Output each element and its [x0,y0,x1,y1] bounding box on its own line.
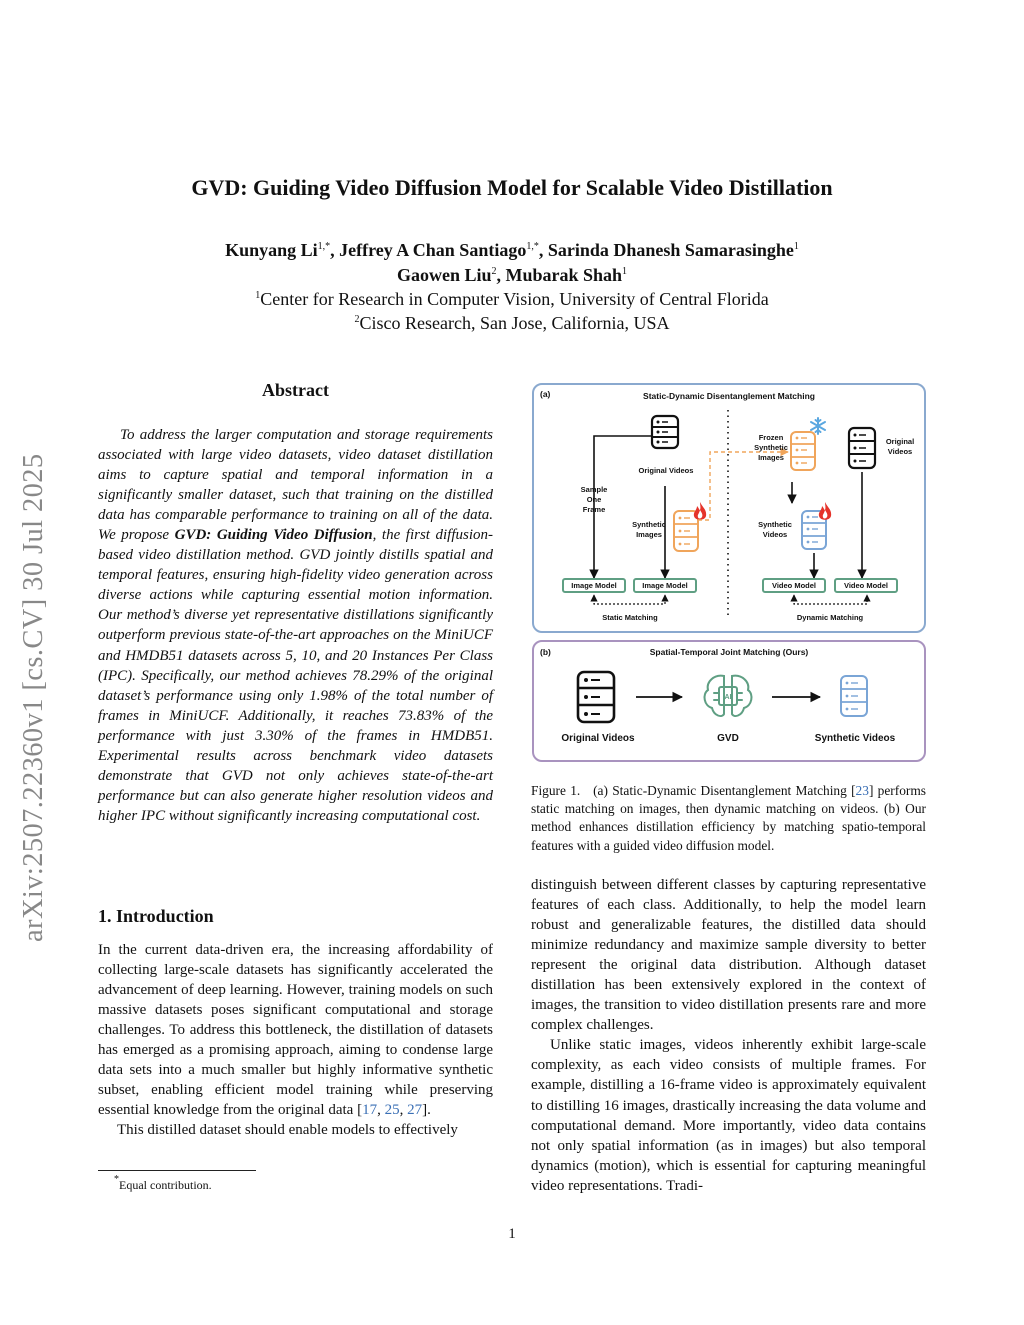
footnote-text: Equal contribution. [119,1178,212,1192]
page-number: 1 [508,1226,516,1242]
author-sup: 2 [491,266,497,277]
panel-a-title: Static-Dynamic Disentanglement Matching [643,391,815,401]
author-name: Gaowen Liu [396,265,492,285]
citation-link[interactable]: 25 [384,1102,400,1119]
label-original-videos: Original Videos [638,466,694,475]
panel-a-tag: (a) [540,389,551,399]
caption-text-2: ] performs static matching on images, then dynamic matching on videos. (b) Our method enhances distillation efficiency by matching spatio-temporal features with a guided video diffusion model. [531,783,926,853]
label-gvd: GVD [717,733,739,744]
database-icon [841,676,867,716]
label-sample-one-frame: Sample One Frame [580,485,608,514]
affiliation-sup: 1 [255,290,261,301]
author-sup: 1,* [317,241,331,252]
figure-1 [532,380,926,765]
label-dynamic-matching: Dynamic Matching [796,613,864,622]
section-heading-introduction: 1. Introduction [98,906,214,926]
video-model-box: Video Model [762,578,826,593]
intro-p1-text: In the current data-driven era, the increasing affordability of collecting large-scale datasets has significantly accelerated the advancement of deep learning. However, training models on such massive datasets poses significant computational and storage challenges. To address this bottleneck, the distillation of datasets has emerged as a promising approach, aiming to condense large data sets into a much smaller but highly informative synthetic subset, enabling efficient model training while preserving essential knowledge from the original data [ [98,942,493,1119]
figure-graphics [532,380,926,765]
ai-chip-icon [705,676,752,716]
arxiv-identifier: arXiv:2507.22360v1 [cs.CV] 30 Jul 2025 [18,453,49,942]
dynamic-matching-bracket [794,595,867,604]
footnote-sup: * [114,1174,119,1185]
panel-b-title: Spatial-Temporal Joint Matching (Ours) [649,647,809,657]
authors-line-2 [0,265,1024,286]
footnote-rule [98,1170,256,1171]
authors-line-1 [0,240,1024,261]
citation-link[interactable]: 17 [362,1102,378,1119]
affiliation-sup: 2 [354,314,360,325]
abstract-heading: Abstract [262,380,329,400]
label-synthetic-videos: Synthetic Videos [758,520,792,539]
intro-right-paragraph-2: Unlike static images, videos inherently exhibit large-scale complexity, as each video consists of multiple frames. For example, distilling a 16-frame video is approximately equivalent to distilling 16 images, drastically increasing the data volume and computational demand. More importantly, video data contains not only spatial information (as in images) but also temporal dynamics (motion), which is essential for capturing meaningful video representations. Tradi- [531,1037,926,1194]
label-synthetic-images: Synthetic Images [632,520,666,539]
author-separator: , [496,265,506,285]
video-model-box: Video Model [834,578,898,593]
author-separator: , [330,240,340,260]
citation-link[interactable]: 23 [855,783,869,798]
image-model-box: Image Model [562,578,626,593]
paper-title: GVD: Guiding Video Diffusion Model for Scalable Video Distillation [191,175,833,200]
author-name: Jeffrey A Chan Santiago [339,240,527,260]
affiliation-text: Cisco Research, San Jose, California, USA [359,313,670,333]
intro-p1-end: ]. [422,1102,431,1119]
image-model-box: Image Model [633,578,697,593]
database-icon [578,672,614,722]
affiliation-1 [0,289,1024,310]
citation-link[interactable]: 27 [407,1102,423,1119]
label-original-videos-b: Original Videos [561,733,635,744]
affiliation-text: Center for Research in Computer Vision, University of Central Florida [260,289,769,309]
author-sup: 1 [793,241,799,252]
intro-right-paragraph-1: distinguish between different classes by capturing representative features of each class. Additionally, to help the model learn robust and generalizable features, the distilled data should minimize redundancy and maximize sample diversity to better represent the original data distribution. Although dataset distillation has been extensively explored in the context of images, the transition to video distillation presents rare and more complex challenges. [531,877,926,1034]
database-icon [652,416,678,448]
footnote [114,1174,212,1193]
intro-right-column [531,875,926,1196]
author-sup: 1,* [526,241,539,252]
author-name: Kunyang Li [225,240,318,260]
intro-left-column [98,940,493,1140]
abstract-method-name: GVD: Guiding Video Diffusion [174,527,373,544]
abstract-body [98,425,493,826]
abstract-text-part2: , the first diffusion-based video distillation method. GVD jointly distills spatial and temporal features, ensuring high-fidelity video generation across diverse actions while capturing essential motion information. Our method’s diverse yet representative distillations significantly outperform previous state-of-the-art approaches on the MiniUCF and HMDB51 datasets across 5, 10, and 20 Instances Per Class (IPC). Specifically, our method achieves 78.29% of the original dataset’s performance using only 1.98% of the total number of frames in MiniUCF. Additionally, it reaches 73.83% of the performance with just 3.30% of the frames in HMDB51. Experimental results across benchmark video datasets demonstrate that GVD not only achieves state-of-the-art performance but can also generate higher resolution videos and higher IPC without significantly increasing computational cost. [98,527,493,824]
author-name: Mubarak Shah [505,265,623,285]
label-static-matching: Static Matching [602,613,658,622]
figure-caption [531,782,926,855]
label-frozen-synthetic-images: Frozen Synthetic Images [754,433,788,462]
intro-paragraph-1: In the current data-driven era, the increasing affordability of collecting large-scale datasets has significantly accelerated the advancement of deep learning. However, training models on such massive datasets poses significant computational and storage challenges. To address this bottleneck, the distillation of datasets has emerged as a promising approach, aiming to condense large data sets into a much smaller but highly informative synthetic subset, enabling efficient model training while preserving essential knowledge from the original data [17, 25, 27]. [98,942,493,1119]
intro-paragraph-2: This distilled dataset should enable models to effectively [117,1122,458,1139]
static-matching-bracket [594,595,665,604]
snowflake-icon [811,418,825,434]
panel-b-tag: (b) [540,647,551,657]
label-synthetic-videos-b: Synthetic Videos [814,733,896,744]
flame-icon [694,502,706,520]
caption-label: Figure 1. [531,783,581,798]
abstract-text-part1: To address the larger computation and storage requirements associated with large video datasets, video dataset distillation aims to capture spatial and temporal information in a significantly smaller dataset, such that training on the distilled data has comparable performance to training on all of the data. We propose [98,427,493,544]
caption-text-1: (a) Static-Dynamic Disentanglement Matching [ [593,783,856,798]
author-name: Sarinda Dhanesh Samarasinghe [547,240,794,260]
author-separator: , [538,240,548,260]
flame-icon [819,502,831,520]
author-sup: 1 [622,266,628,277]
label-original-videos-right: Original Videos [885,437,915,456]
svg-text:AI: AI [724,694,732,701]
affiliation-2 [0,313,1024,334]
database-icon [849,428,875,468]
